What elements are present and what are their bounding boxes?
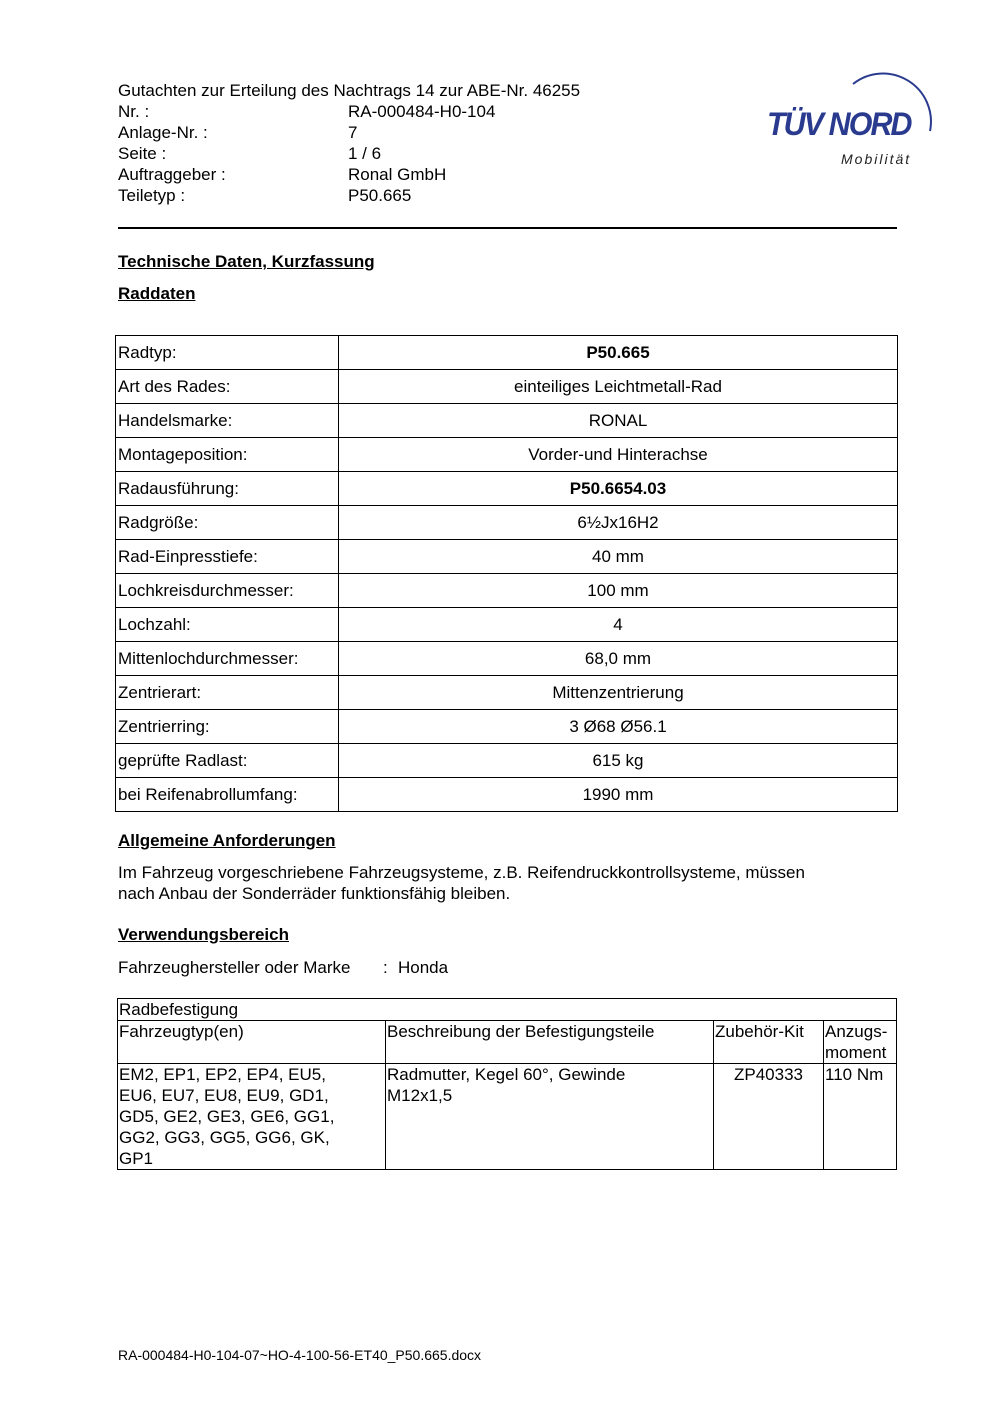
property-value: 3 Ø68 Ø56.1 (339, 710, 898, 744)
header-torque-line: Anzugs- (825, 1022, 888, 1041)
torque-cell: 110 Nm (824, 1064, 897, 1170)
table-row (118, 1064, 897, 1170)
header-label: Seite : (118, 144, 167, 163)
header-label: Auftraggeber : (118, 165, 226, 184)
header-value: Ronal GmbH (348, 165, 447, 184)
document-header (118, 80, 718, 206)
header-torque-line: moment (825, 1043, 887, 1062)
vehicle-types-line: GP1 (119, 1149, 154, 1168)
header-accessory-kit: Zubehör-Kit (714, 1021, 824, 1064)
property-label: geprüfte Radlast: (116, 744, 339, 778)
property-label: Radausführung: (116, 472, 339, 506)
table-row (116, 642, 898, 676)
header-fastening-desc: Beschreibung der Befestigungsteile (386, 1021, 714, 1064)
table-row (116, 540, 898, 574)
property-label: Lochzahl: (116, 608, 339, 642)
property-label: Art des Rades: (116, 370, 339, 404)
property-label: Radtyp: (116, 336, 339, 370)
fastening-desc-cell (386, 1064, 714, 1170)
document-footer: RA-000484-H0-104-07~HO-4-100-56-ET40_P50.665.docx (118, 1347, 482, 1363)
header-label: Anlage-Nr. : (118, 123, 208, 142)
tuev-nord-logo (765, 56, 945, 176)
property-value: Vorder-und Hinterachse (339, 438, 898, 472)
table-row (116, 404, 898, 438)
header-info-row (118, 164, 718, 185)
general-text-line: Im Fahrzeug vorgeschriebene Fahrzeugsysteme, z.B. Reifendruckkontrollsysteme, müssen (118, 863, 805, 882)
property-value: einteiliges Leichtmetall-Rad (339, 370, 898, 404)
property-value: P50.665 (339, 336, 898, 370)
manufacturer-separator: : (383, 958, 388, 977)
manufacturer-line (118, 957, 448, 978)
general-text-line: nach Anbau der Sonderräder funktionsfähig bleiben. (118, 884, 511, 903)
table-row (116, 744, 898, 778)
table-row (116, 608, 898, 642)
header-info-row (118, 185, 718, 206)
header-label: Nr. : (118, 102, 150, 121)
accessory-kit-cell: ZP40333 (714, 1064, 824, 1170)
header-value: 1 / 6 (348, 144, 382, 163)
table-row (116, 778, 898, 812)
manufacturer-value: Honda (398, 958, 449, 977)
table-title-row (118, 999, 897, 1021)
general-requirements-text (118, 862, 805, 904)
header-value: RA-000484-H0-104 (348, 102, 496, 121)
fastening-desc-line: M12x1,5 (387, 1086, 453, 1105)
table-row (116, 710, 898, 744)
fastening-desc-line: Radmutter, Kegel 60°, Gewinde (387, 1065, 626, 1084)
property-value: 68,0 mm (339, 642, 898, 676)
property-value: 6½Jx16H2 (339, 506, 898, 540)
property-label: Zentrierart: (116, 676, 339, 710)
property-label: Montageposition: (116, 438, 339, 472)
vehicle-types-line: EU6, EU7, EU8, EU9, GD1, (119, 1086, 329, 1105)
header-value: P50.665 (348, 186, 412, 205)
property-value: 615 kg (339, 744, 898, 778)
raddaten-table (115, 335, 898, 812)
logo-subtitle: Mobilität (841, 151, 912, 167)
property-value: 1990 mm (339, 778, 898, 812)
header-label: Teiletyp : (118, 186, 186, 205)
table-row (116, 336, 898, 370)
table-row (116, 676, 898, 710)
property-label: Lochkreisdurchmesser: (116, 574, 339, 608)
property-value: Mittenzentrierung (339, 676, 898, 710)
table-row (116, 370, 898, 404)
header-info-row (118, 122, 718, 143)
header-info-row (118, 101, 718, 122)
manufacturer-label: Fahrzeughersteller oder Marke (118, 958, 351, 977)
property-value: 100 mm (339, 574, 898, 608)
vehicle-types-line: EM2, EP1, EP2, EP4, EU5, (119, 1065, 326, 1084)
vehicle-types-cell (118, 1064, 386, 1170)
header-torque (824, 1021, 897, 1064)
header-info-row (118, 143, 718, 164)
vehicle-types-line: GG2, GG3, GG5, GG6, GK, (119, 1128, 330, 1147)
radbefestigung-table (117, 998, 897, 1170)
header-divider (118, 227, 897, 229)
property-label: Radgröße: (116, 506, 339, 540)
table-title: Radbefestigung (118, 999, 897, 1021)
property-label: Zentrierring: (116, 710, 339, 744)
property-label: Rad-Einpresstiefe: (116, 540, 339, 574)
table-row (116, 472, 898, 506)
logo-wordmark: TÜV NORD (767, 106, 911, 142)
property-value: 40 mm (339, 540, 898, 574)
header-value: 7 (348, 123, 358, 142)
table-row (116, 438, 898, 472)
vehicle-types-line: GD5, GE2, GE3, GE6, GG1, (119, 1107, 335, 1126)
header-vehicle-types: Fahrzeugtyp(en) (118, 1021, 386, 1064)
table-row (116, 574, 898, 608)
document-title: Gutachten zur Erteilung des Nachtrags 14 zur ABE-Nr. 46255 (118, 81, 581, 100)
property-value: P50.6654.03 (339, 472, 898, 506)
table-row (116, 506, 898, 540)
section-raddaten-heading: Raddaten (118, 284, 196, 303)
section-usage-heading: Verwendungsbereich (118, 925, 289, 944)
table-header-row (118, 1021, 897, 1064)
property-label: Mittenlochdurchmesser: (116, 642, 339, 676)
section-general-heading: Allgemeine Anforderungen (118, 831, 336, 850)
property-label: bei Reifenabrollumfang: (116, 778, 339, 812)
property-value: 4 (339, 608, 898, 642)
property-value: RONAL (339, 404, 898, 438)
section-technical-heading: Technische Daten, Kurzfassung (118, 252, 375, 271)
property-label: Handelsmarke: (116, 404, 339, 438)
